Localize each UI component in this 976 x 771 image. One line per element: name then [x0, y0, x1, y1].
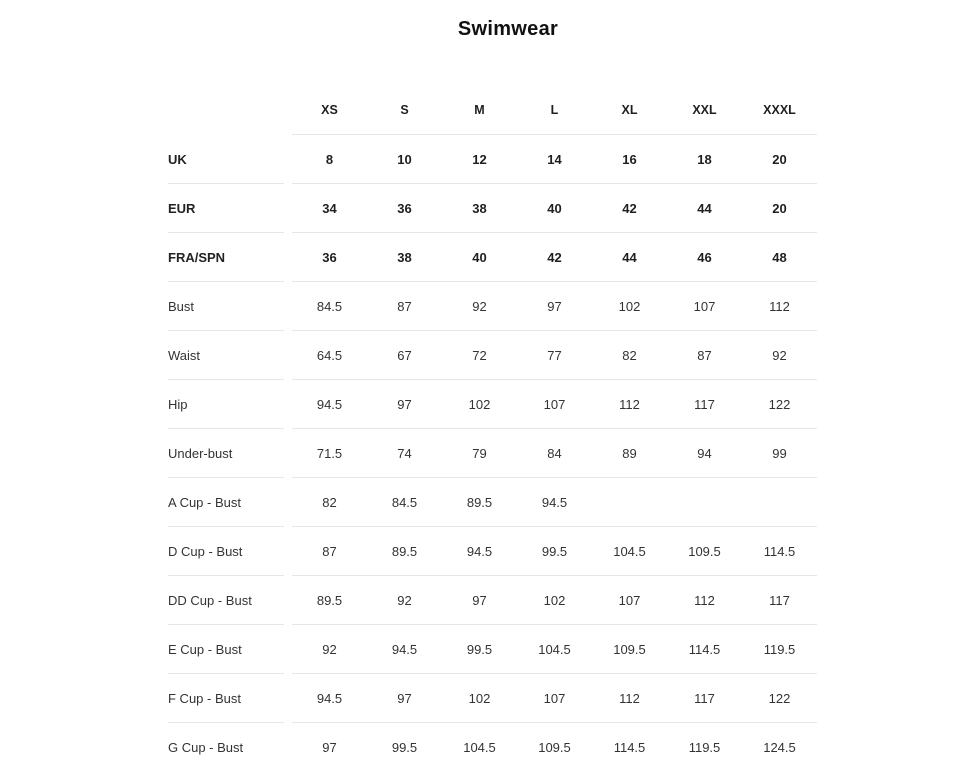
table-row: [168, 135, 817, 184]
table-cell: 14: [517, 135, 592, 184]
row-label: FRA/SPN: [168, 233, 284, 282]
table-row: [168, 674, 817, 723]
row-label: DD Cup - Bust: [168, 576, 284, 625]
table-cell: 48: [742, 233, 817, 282]
table-cell: 94.5: [517, 478, 592, 527]
row-label: Waist: [168, 331, 284, 380]
row-label: F Cup - Bust: [168, 674, 284, 723]
table-cell: 36: [367, 184, 442, 233]
table-cell: 109.5: [538, 739, 571, 755]
table-cell: 44: [592, 233, 667, 282]
row-label: D Cup - Bust: [168, 527, 284, 576]
table-cell: 94.5: [442, 527, 517, 576]
table-cell: 94.5: [292, 674, 367, 723]
table-row: [168, 380, 817, 429]
table-row: [168, 527, 817, 576]
table-cell: 112: [742, 282, 817, 331]
table-cell: 97: [322, 739, 337, 755]
table-row: [168, 184, 817, 233]
table-cell: 92: [442, 282, 517, 331]
row-gap: [284, 674, 292, 723]
table-cell: 99.5: [442, 625, 517, 674]
row-label: Under-bust: [168, 429, 284, 478]
table-cell: 34: [292, 184, 367, 233]
table-row: [168, 576, 817, 625]
table-cell: 117: [667, 674, 742, 723]
table-cell: 107: [592, 576, 667, 625]
table-cell: 44: [667, 184, 742, 233]
table-cell: 72: [442, 331, 517, 380]
table-cell: 104.5: [592, 527, 667, 576]
column-header: L: [517, 86, 592, 135]
table-cell: 87: [367, 282, 442, 331]
size-chart-table: [168, 86, 817, 771]
table-row: [168, 233, 817, 282]
table-cell: 92: [367, 576, 442, 625]
column-header: M: [442, 86, 517, 135]
row-gap: [284, 625, 292, 674]
table-cell: 102: [442, 674, 517, 723]
table-cell: 18: [667, 135, 742, 184]
table-row: [168, 331, 817, 380]
table-row: [168, 723, 817, 771]
table-cell: 89.5: [442, 478, 517, 527]
column-header: XXXL: [742, 86, 817, 135]
row-gap: [284, 478, 292, 527]
table-cell: 92: [742, 331, 817, 380]
table-cell: [742, 478, 817, 527]
table-cell: 102: [592, 282, 667, 331]
table-cell: 89.5: [292, 576, 367, 625]
row-gap: [284, 135, 292, 184]
table-cell: 114.5: [613, 739, 646, 755]
table-cell: 94.5: [367, 625, 442, 674]
row-label: UK: [168, 135, 284, 184]
column-header: XXL: [667, 86, 742, 135]
table-cell: 89: [592, 429, 667, 478]
table-cell: 94: [667, 429, 742, 478]
table-cell: 109.5: [667, 527, 742, 576]
table-cell: 102: [517, 576, 592, 625]
table-row: [168, 625, 817, 674]
table-cell: 109.5: [592, 625, 667, 674]
table-cell: 20: [742, 135, 817, 184]
table-body: [168, 135, 817, 771]
row-label: Hip: [168, 380, 284, 429]
table-cell: 99.5: [517, 527, 592, 576]
table-row: [168, 282, 817, 331]
table-cell: 82: [292, 478, 367, 527]
table-cell: 107: [517, 674, 592, 723]
table-cell: 77: [517, 331, 592, 380]
table-cell: 42: [517, 233, 592, 282]
table-cell: 94.5: [292, 380, 367, 429]
header-label-spacer: [168, 86, 284, 135]
table-cell: [592, 478, 667, 527]
table-cell: 12: [442, 135, 517, 184]
table-cell: 122: [742, 380, 817, 429]
table-cell: 104.5: [517, 625, 592, 674]
table-cell: 117: [667, 380, 742, 429]
table-cell: 97: [517, 282, 592, 331]
table-cell: 117: [742, 576, 817, 625]
table-cell: 36: [292, 233, 367, 282]
table-cell: 112: [667, 576, 742, 625]
table-cell: 10: [367, 135, 442, 184]
table-cell: 97: [442, 576, 517, 625]
table-cell: 74: [367, 429, 442, 478]
row-gap: [284, 429, 292, 478]
table-cell: 114.5: [742, 527, 817, 576]
row-gap: [284, 380, 292, 429]
row-gap: [284, 527, 292, 576]
table-cell: 84.5: [367, 478, 442, 527]
table-cell: 82: [592, 331, 667, 380]
header-gap: [284, 86, 292, 135]
table-cell: 40: [517, 184, 592, 233]
table-cell: 97: [367, 674, 442, 723]
table-header-row: [168, 86, 817, 135]
table-cell: 112: [592, 380, 667, 429]
row-gap: [284, 576, 292, 625]
table-cell: 124.5: [763, 739, 796, 755]
table-row: [168, 478, 817, 527]
row-gap: [284, 723, 292, 771]
table-cell: 38: [442, 184, 517, 233]
table-cell: 42: [592, 184, 667, 233]
table-cell: 67: [367, 331, 442, 380]
table-cell: 46: [667, 233, 742, 282]
column-header: XL: [592, 86, 667, 135]
table-cell: 84.5: [292, 282, 367, 331]
row-gap: [284, 184, 292, 233]
table-cell: 40: [442, 233, 517, 282]
table-cell: 99: [742, 429, 817, 478]
row-label: A Cup - Bust: [168, 478, 284, 527]
row-label: E Cup - Bust: [168, 625, 284, 674]
table-cell: 89.5: [367, 527, 442, 576]
row-gap: [284, 331, 292, 380]
table-cell: 102: [442, 380, 517, 429]
table-cell: 114.5: [667, 625, 742, 674]
table-cell: 104.5: [463, 739, 496, 755]
table-cell: 64.5: [292, 331, 367, 380]
row-label: G Cup - Bust: [168, 739, 244, 755]
table-cell: [667, 478, 742, 527]
table-cell: 92: [292, 625, 367, 674]
table-cell: 87: [667, 331, 742, 380]
table-cell: 8: [292, 135, 367, 184]
table-cell: 107: [667, 282, 742, 331]
row-label: EUR: [168, 184, 284, 233]
table-cell: 112: [592, 674, 667, 723]
table-cell: 87: [292, 527, 367, 576]
row-gap: [284, 233, 292, 282]
table-row: [168, 429, 817, 478]
table-cell: 119.5: [688, 739, 721, 755]
row-label: Bust: [168, 282, 284, 331]
column-header: S: [367, 86, 442, 135]
page-title: Swimwear: [457, 18, 559, 40]
table-cell: 119.5: [742, 625, 817, 674]
table-cell: 84: [517, 429, 592, 478]
table-cell: 107: [517, 380, 592, 429]
row-gap: [284, 282, 292, 331]
table-cell: 71.5: [292, 429, 367, 478]
table-cell: 99.5: [391, 739, 418, 755]
table-cell: 79: [442, 429, 517, 478]
table-cell: 122: [742, 674, 817, 723]
table-cell: 16: [592, 135, 667, 184]
column-header: XS: [292, 86, 367, 135]
table-cell: 38: [367, 233, 442, 282]
table-cell: 20: [742, 184, 817, 233]
table-cell: 97: [367, 380, 442, 429]
